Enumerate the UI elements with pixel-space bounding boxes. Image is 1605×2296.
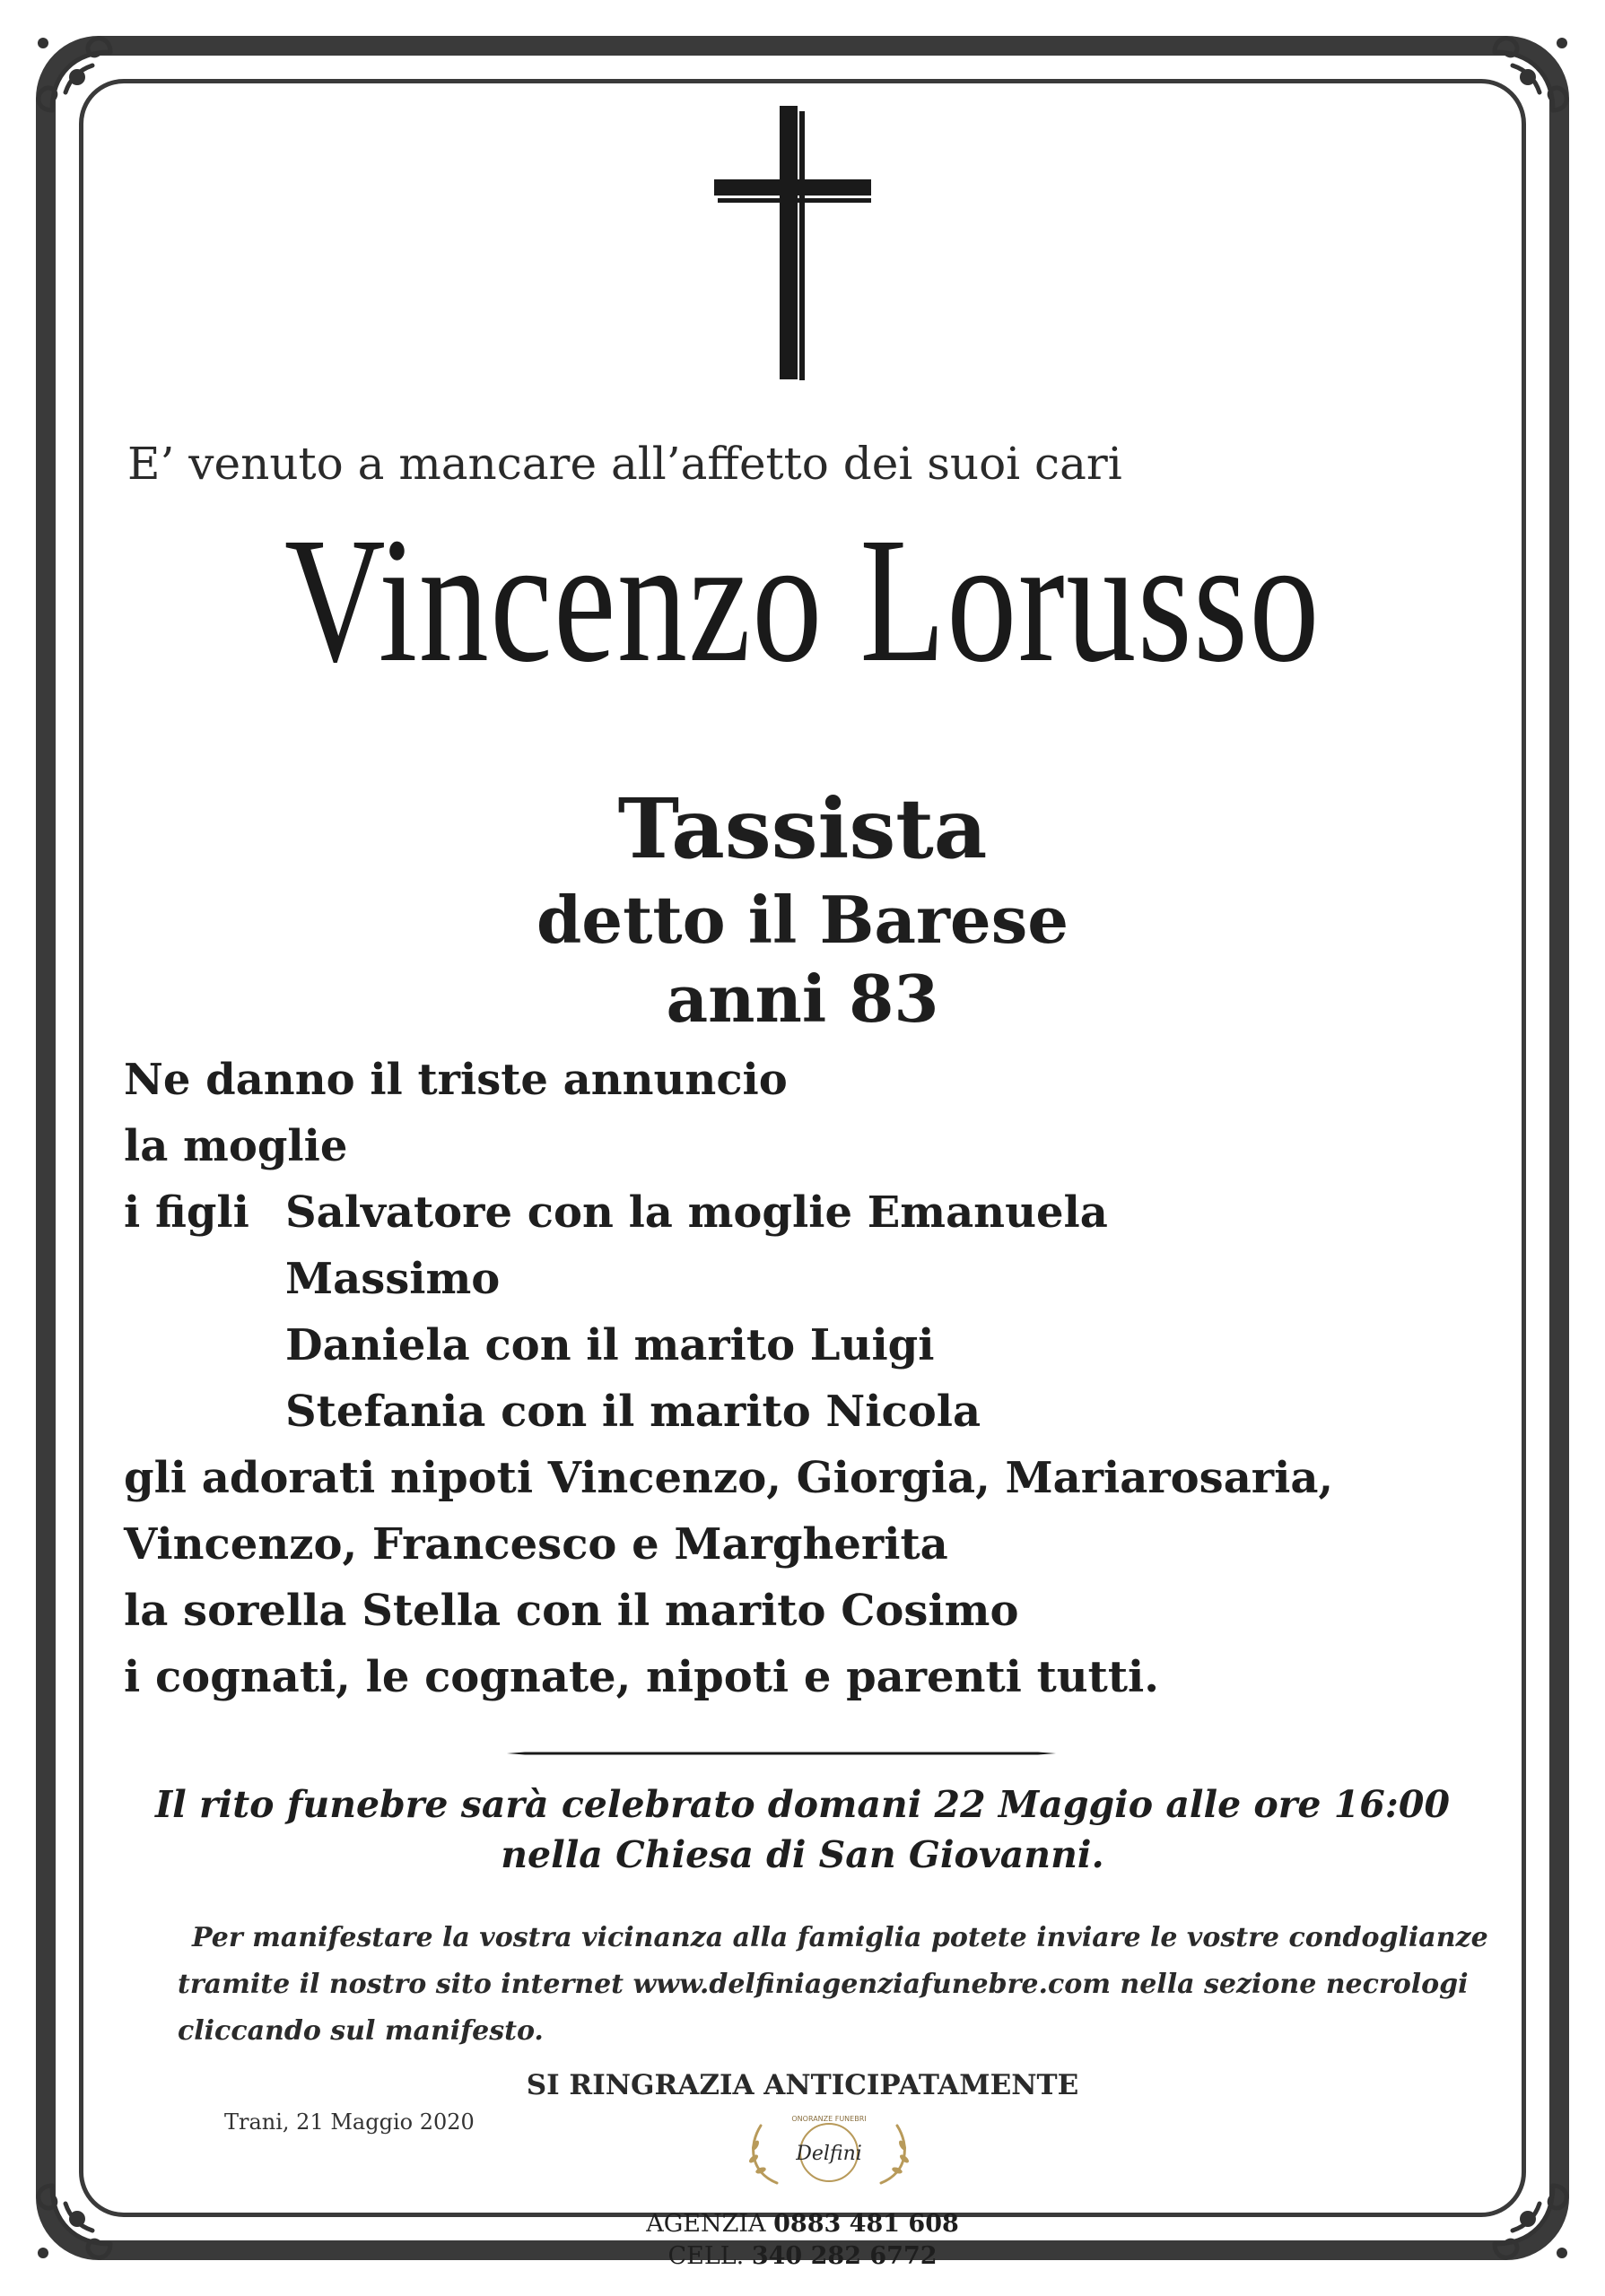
divider <box>507 1751 1056 1756</box>
family-line: Daniela con il marito Luigi <box>285 1320 935 1370</box>
place-date: Trani, 21 Maggio 2020 <box>224 2109 475 2135</box>
logo-top-text: ONORANZE FUNEBRI <box>791 2115 867 2123</box>
deceased-age: anni 83 <box>666 961 939 1037</box>
family-line: Salvatore con la moglie Emanuela <box>285 1187 1108 1238</box>
condolences-line3: cliccando sul manifesto. <box>178 2015 544 2047</box>
logo-name-text: Delfini <box>796 2143 862 2165</box>
deceased-name: Vincenzo Lorusso <box>284 501 1321 700</box>
cell-label: CELL. <box>667 2242 745 2270</box>
condolences-line2: tramite il nostro sito internet www.delfiniagenziafunebre.com nella sezione necrologi <box>178 1969 1469 2000</box>
deceased-nickname: detto il Barese <box>536 882 1069 958</box>
cross-icon <box>714 106 876 384</box>
deceased-role: Tassista <box>617 780 988 877</box>
family-line: gli adorati nipoti Vincenzo, Giorgia, Mariarosaria, <box>124 1453 1334 1503</box>
family-line: la moglie <box>124 1121 348 1171</box>
delfini-logo-icon <box>741 2109 917 2190</box>
funeral-info-line2: nella Chiesa di San Giovanni. <box>501 1833 1104 1876</box>
family-line: Massimo <box>285 1254 501 1304</box>
condolences-line1: Per manifestare la vostra vicinanza alla famiglia potete inviare le vostre condoglianze <box>192 1922 1488 1953</box>
agency-phone: 0883 481 608 <box>773 2210 959 2238</box>
agency-phone-line <box>0 2212 1605 2236</box>
intro-text: E’ venuto a mancare all’affetto dei suoi cari <box>127 438 1122 490</box>
corner-ornament-icon <box>25 25 133 133</box>
cell-phone: 340 282 6772 <box>751 2242 938 2270</box>
thanks-text: SI RINGRAZIA ANTICIPATAMENTE <box>526 2069 1079 2101</box>
funeral-info-line1: Il rito funebre sarà celebrato domani 22 Maggio alle ore 16:00 <box>155 1783 1450 1826</box>
family-line: Vincenzo, Francesco e Margherita <box>124 1519 948 1570</box>
family-line: Stefania con il marito Nicola <box>285 1387 981 1437</box>
corner-ornament-icon <box>1472 25 1580 133</box>
cell-phone-line <box>0 2244 1605 2268</box>
family-line: i figli <box>124 1187 249 1238</box>
family-line: i cognati, le cognate, nipoti e parenti tutti. <box>124 1652 1159 1702</box>
family-line: Ne danno il triste annuncio <box>124 1055 788 1105</box>
agency-label: AGENZIA <box>646 2210 766 2238</box>
family-line: la sorella Stella con il marito Cosimo <box>124 1586 1019 1636</box>
